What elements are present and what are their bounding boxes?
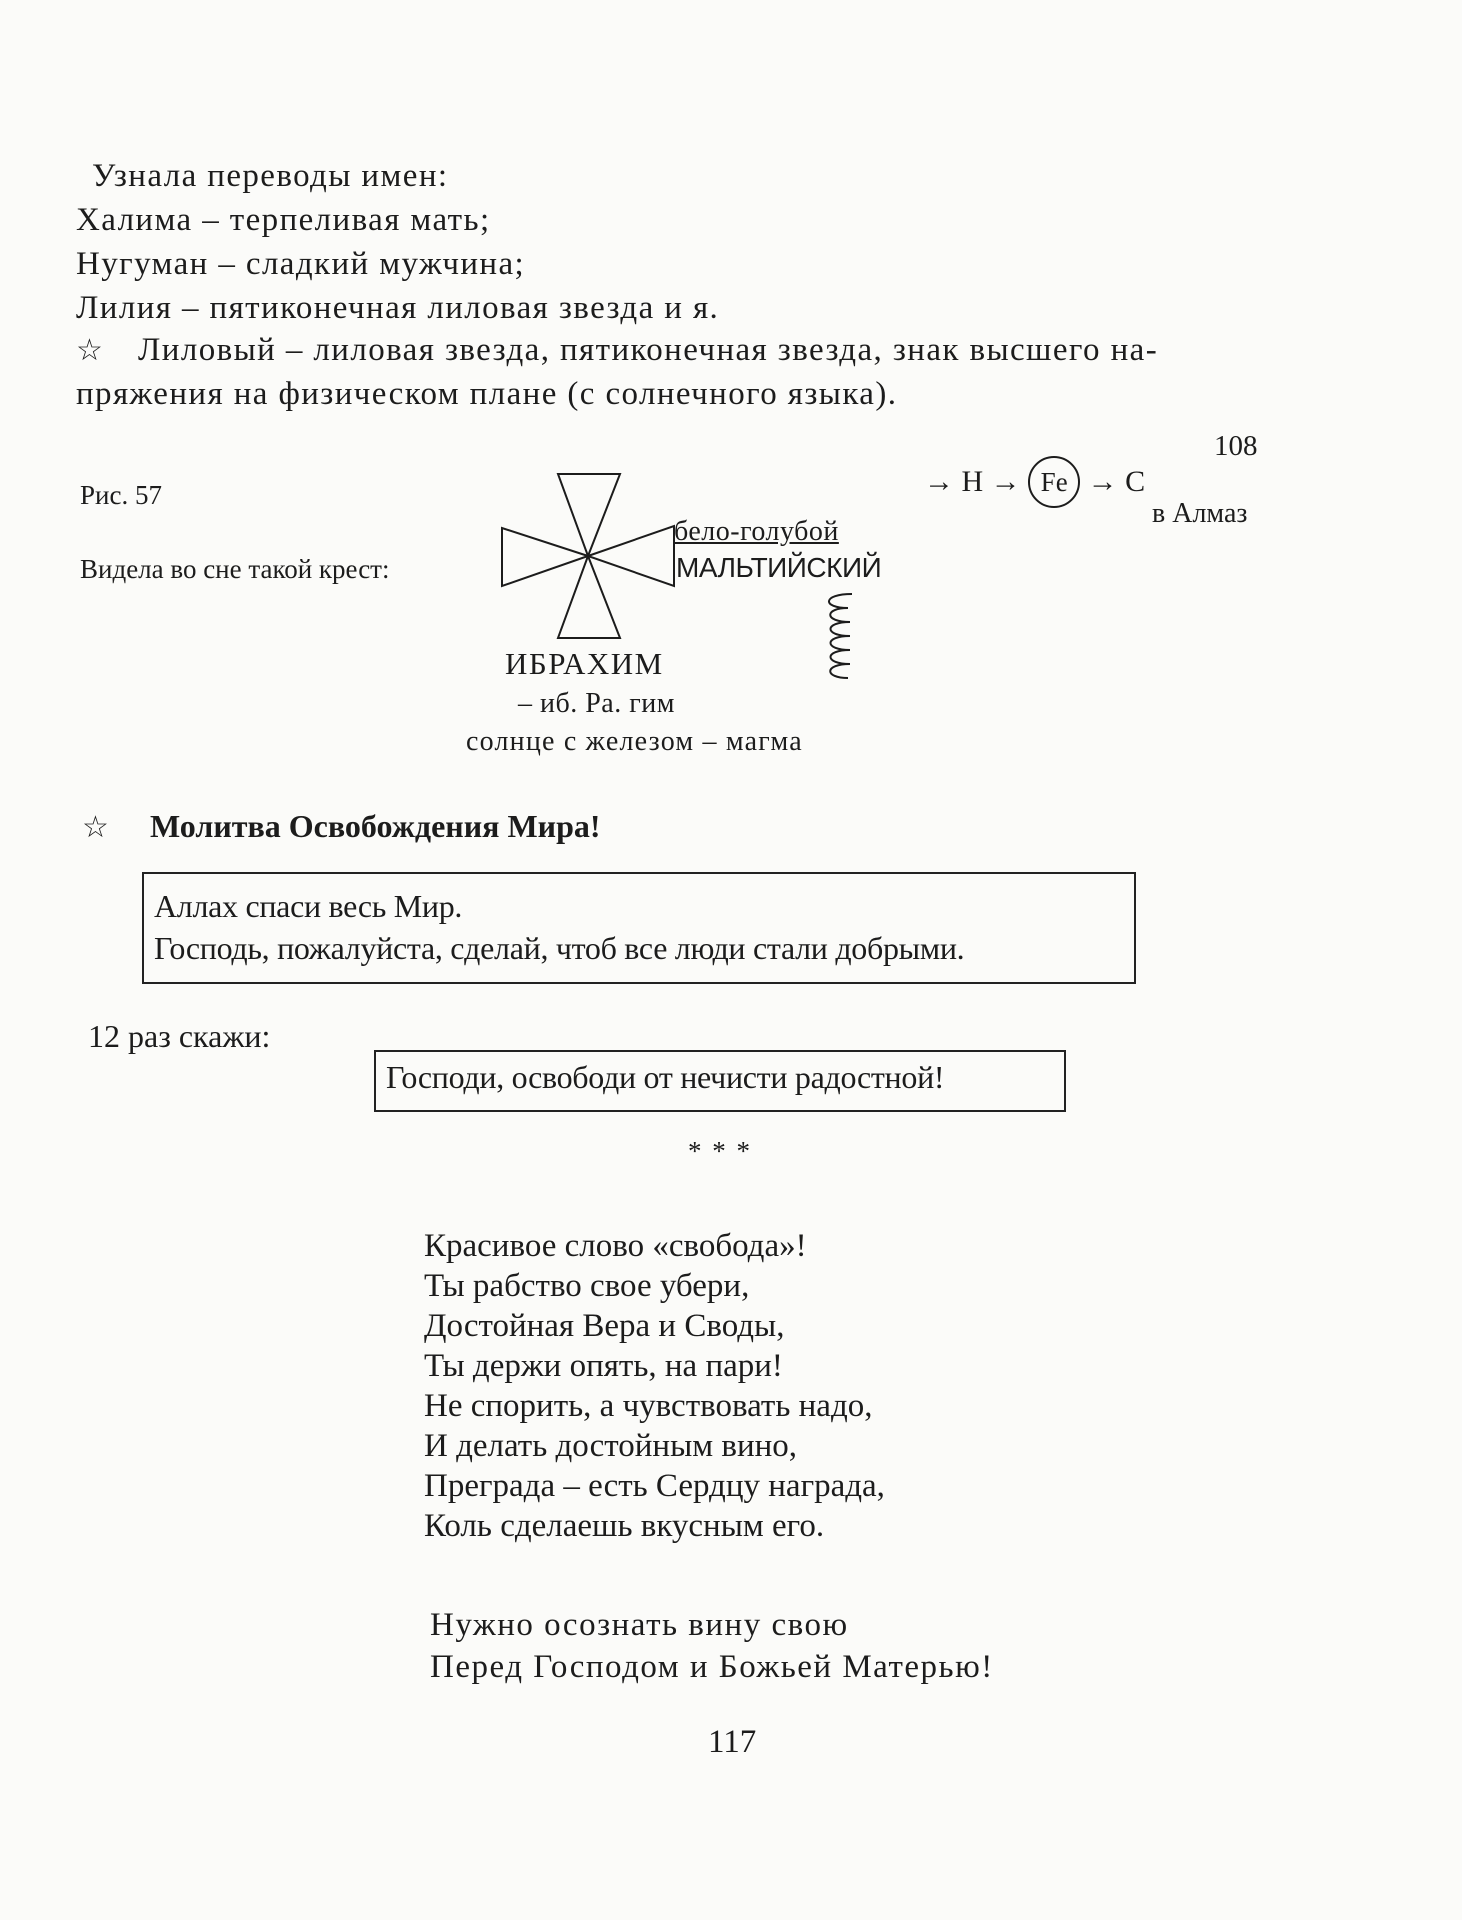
star-icon: ☆ (76, 334, 105, 367)
intro-line-6: пряжения на физическом плане (с солнечного языка). (76, 376, 898, 412)
poem-line: Не спорить, а чувствовать надо, (424, 1388, 873, 1424)
element-h: H (961, 465, 984, 498)
intro-line-3: Нугуман – сладкий мужчина; (76, 246, 526, 282)
section-separator: * * * (688, 1136, 752, 1166)
repeat-phrase: Господи, освободи от нечисти радостной! (386, 1059, 945, 1095)
intro-line-5 (76, 332, 1158, 369)
spiral-coil-drawing (818, 588, 864, 684)
figure-caption: Рис. 57 (80, 480, 162, 510)
intro-line-5-text: Лиловый – лиловая звезда, пятиконечная звезда, знак высшего на- (138, 332, 1159, 368)
poem-line: Ты держи опять, на пари! (424, 1348, 783, 1384)
poem-line: Достойная Вера и Своды, (424, 1308, 785, 1344)
poem-stanza-2 (430, 1604, 994, 1688)
arrow-right-icon: → (924, 465, 954, 498)
poem-line: Перед Господом и Божьей Матерью! (430, 1649, 994, 1685)
poem-line: Нужно осознать вину свою (430, 1607, 849, 1643)
arrow-right-icon: → (990, 465, 1021, 498)
cross-color-label: бело-голубой (674, 516, 839, 547)
poem-stanza-1 (424, 1226, 885, 1546)
ibrahim-name: ИБРАХИМ (505, 646, 664, 681)
prayer-box-line-1: Аллах спаси весь Мир. (154, 888, 463, 924)
cross-arm-left (502, 528, 588, 586)
intro-line-2: Халима – терпеливая мать; (76, 202, 491, 238)
intro-line-1: Узнала переводы имен: (92, 158, 449, 194)
prayer-box (142, 872, 1136, 984)
repeat-label: 12 раз скажи: (88, 1018, 271, 1054)
element-fe-circled: Fe (1028, 456, 1080, 508)
poem-line: И делать достойным вино, (424, 1428, 798, 1464)
poem-line: Коль сделаешь вкусным его. (424, 1508, 825, 1544)
cross-arm-right (588, 526, 674, 586)
cross-arm-bottom (558, 556, 620, 638)
figure-description: Видела во сне такой крест: (80, 554, 390, 584)
cross-type-label: МАЛЬТИЙСКИЙ (676, 552, 882, 583)
intro-line-4: Лилия – пятиконечная лиловая звезда и я. (76, 290, 720, 326)
maltese-cross-drawing (498, 470, 678, 642)
poem-line: Ты рабство свое убери, (424, 1268, 750, 1304)
prayer-box-line-2: Господь, пожалуйста, сделай, чтоб все люди стали добрыми. (154, 930, 965, 966)
ibrahim-meaning: солнце с железом – магма (466, 726, 803, 757)
poem-line: Красивое слово «свобода»! (424, 1228, 807, 1264)
prayer-title: Молитва Освобождения Мира! (150, 808, 601, 844)
element-chain (924, 456, 1145, 508)
page-number: 117 (708, 1724, 757, 1760)
ibrahim-breakdown: – иб. Ра. гим (518, 688, 675, 719)
chain-number: 108 (1214, 430, 1258, 462)
poem-line: Преграда – есть Сердцу награда, (424, 1468, 885, 1504)
cross-arm-top (558, 474, 620, 556)
repeat-box (374, 1050, 1066, 1112)
prayer-heading (82, 808, 601, 845)
element-c: C (1125, 465, 1146, 498)
star-icon: ☆ (82, 811, 109, 844)
arrow-right-icon: → (1087, 465, 1118, 498)
chain-result: в Алмаз (1152, 498, 1248, 529)
